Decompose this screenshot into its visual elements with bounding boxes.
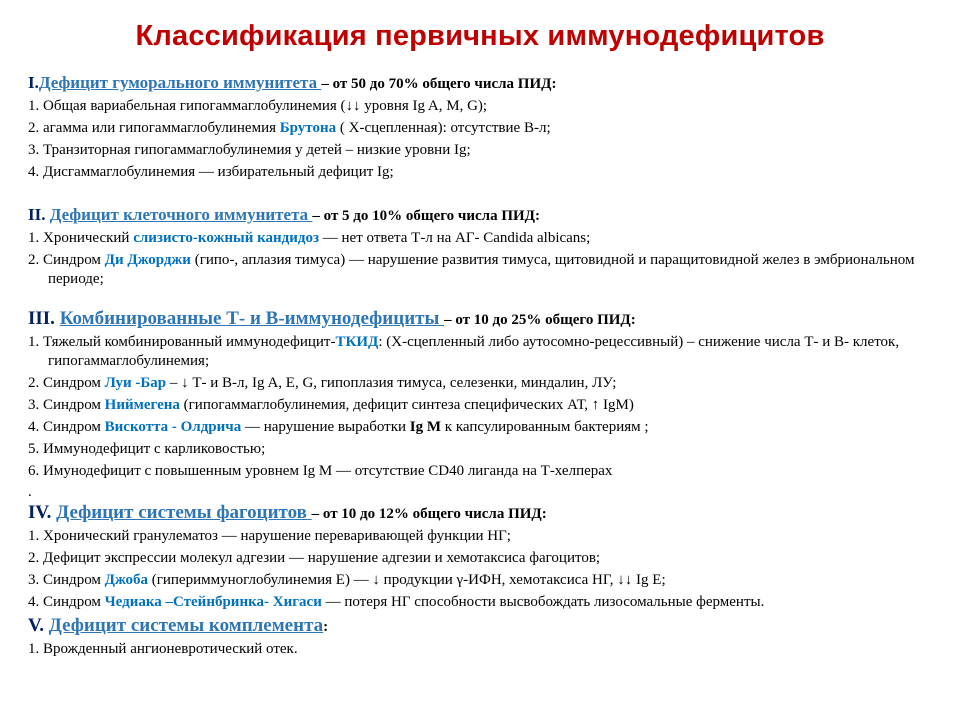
section-number: V. (28, 615, 45, 636)
list-item: 3. Транзиторная гипогаммаглобулинемия у детей – низкие уровни Ig; (28, 142, 471, 158)
section-title: Комбинированные Т- и В-иммунодефициты (59, 308, 445, 329)
syndrome-name: Ниймегена (104, 397, 180, 413)
list-item (28, 374, 953, 393)
list-item: 1. Хронический гранулематоз — нарушение переваривающей функции НГ; (28, 528, 511, 544)
list-item: 1. Общая вариабельная гипогаммаглобулинемия (↓↓ уровня Ig A, M, G); (28, 98, 488, 114)
section-title: Дефицит системы комплемента (48, 615, 324, 636)
item-text: ( Х-сцепленная): отсутствие В-л; (336, 120, 551, 136)
section-share: – от 50 до 70% общего числа ПИД: (321, 76, 557, 92)
section-share: – от 10 до 25% общего ПИД: (444, 312, 636, 328)
section-share: – от 10 до 12% общего числа ПИД: (311, 506, 547, 522)
section-title: Дефицит системы фагоцитов (56, 502, 312, 523)
section-heading-3 (28, 308, 953, 331)
list-item (28, 333, 953, 371)
list-item (28, 119, 953, 138)
section-heading-2 (28, 204, 953, 227)
spacer (28, 185, 953, 202)
item-text: – ↓ Т- и В-л, Ig A, E, G, гипоплазия тимуса, селезенки, миндалин, ЛУ; (166, 375, 617, 391)
item-text: 3. Синдром (28, 397, 105, 413)
section-share: : (323, 619, 329, 635)
item-text: 1. Тяжелый комбинированный иммунодефицит- (28, 334, 336, 350)
item-text: 2. Синдром (28, 375, 105, 391)
item-text: 2. Синдром (28, 252, 105, 268)
item-text: (гипо-, аплазия тимуса) — нарушение развития тимуса, щитовидной и паращитовидной желез в эмбриональном периоде; (48, 252, 915, 287)
list-item: 1. Врожденный ангионевротический отек. (28, 641, 298, 657)
syndrome-name: слизисто-кожный кандидоз (133, 230, 320, 246)
section-number: II. (28, 205, 46, 224)
item-text: — нарушение выработки (241, 419, 410, 435)
section-number: I. (28, 73, 39, 92)
section-number: III. (28, 308, 55, 329)
list-item: 2. Дефицит экспрессии молекул адгезии — нарушение адгезии и хемотаксиса фагоцитов; (28, 550, 601, 566)
syndrome-name: Луи -Бар (104, 375, 167, 391)
list-item: 4. Дисгаммаглобулинемия — избирательный дефицит Ig; (28, 164, 394, 180)
list-item: 5. Иммунодефицит с карликовостью; (28, 441, 266, 457)
list-item: 6. Имунодефицит с повышенным уровнем Ig M — отсутствие CD40 лиганда на Т-хелперах (28, 463, 613, 479)
item-text: : (Х-сцепленный либо аутосомно-рецессивный) – снижение числа Т- и В- клеток, гипогаммаглобулинемия; (48, 334, 900, 369)
section-number: IV. (28, 502, 52, 523)
list-item (28, 593, 953, 612)
slide-title: Классификация первичных иммунодефицитов (135, 20, 825, 52)
item-text: (гипериммуноглобулинемия Е) — ↓ продукции γ-ИФН, хемотаксиса НГ, ↓↓ Ig E; (147, 572, 666, 588)
bold-term: Ig M (409, 419, 442, 435)
list-item (28, 251, 953, 289)
list-item (28, 229, 953, 248)
syndrome-name: Вискотта - Олдрича (104, 419, 242, 435)
section-heading-1 (28, 72, 953, 95)
item-text: 2. агамма или гипогаммаглобулинемия (28, 120, 280, 136)
trailing-dot: . (28, 484, 32, 500)
list-item (28, 418, 953, 437)
syndrome-name: Чедиака –Стейнбринка- Хигаси (104, 594, 322, 610)
section-title: Дефицит гуморального иммунитета (38, 73, 322, 92)
section-share: – от 5 до 10% общего числа ПИД: (312, 208, 540, 224)
list-item (28, 396, 953, 415)
item-text: 4. Синдром (28, 419, 105, 435)
item-text: 3. Синдром (28, 572, 105, 588)
section-heading-4 (28, 502, 953, 525)
item-text: 4. Синдром (28, 594, 105, 610)
syndrome-name: Брутона (279, 120, 337, 136)
section-title: Дефицит клеточного иммунитета (49, 205, 313, 224)
spacer (28, 292, 953, 306)
syndrome-name: Джоба (104, 572, 148, 588)
section-heading-5 (28, 615, 953, 638)
item-text: — нет ответа Т-л на АГ- Candida albicans; (319, 230, 591, 246)
slide-body (28, 70, 953, 662)
list-item (28, 571, 953, 590)
syndrome-name: ТКИД (335, 334, 379, 350)
item-text: (гипогаммаглобулинемия, дефицит синтеза специфических АТ, ↑ IgM) (179, 397, 634, 413)
item-text: 1. Хронический (28, 230, 134, 246)
syndrome-name: Ди Джорджи (104, 252, 191, 268)
item-text: к капсулированным бактериям ; (441, 419, 649, 435)
item-text: — потеря НГ способности высвобождать лизосомальные ферменты. (321, 594, 765, 610)
